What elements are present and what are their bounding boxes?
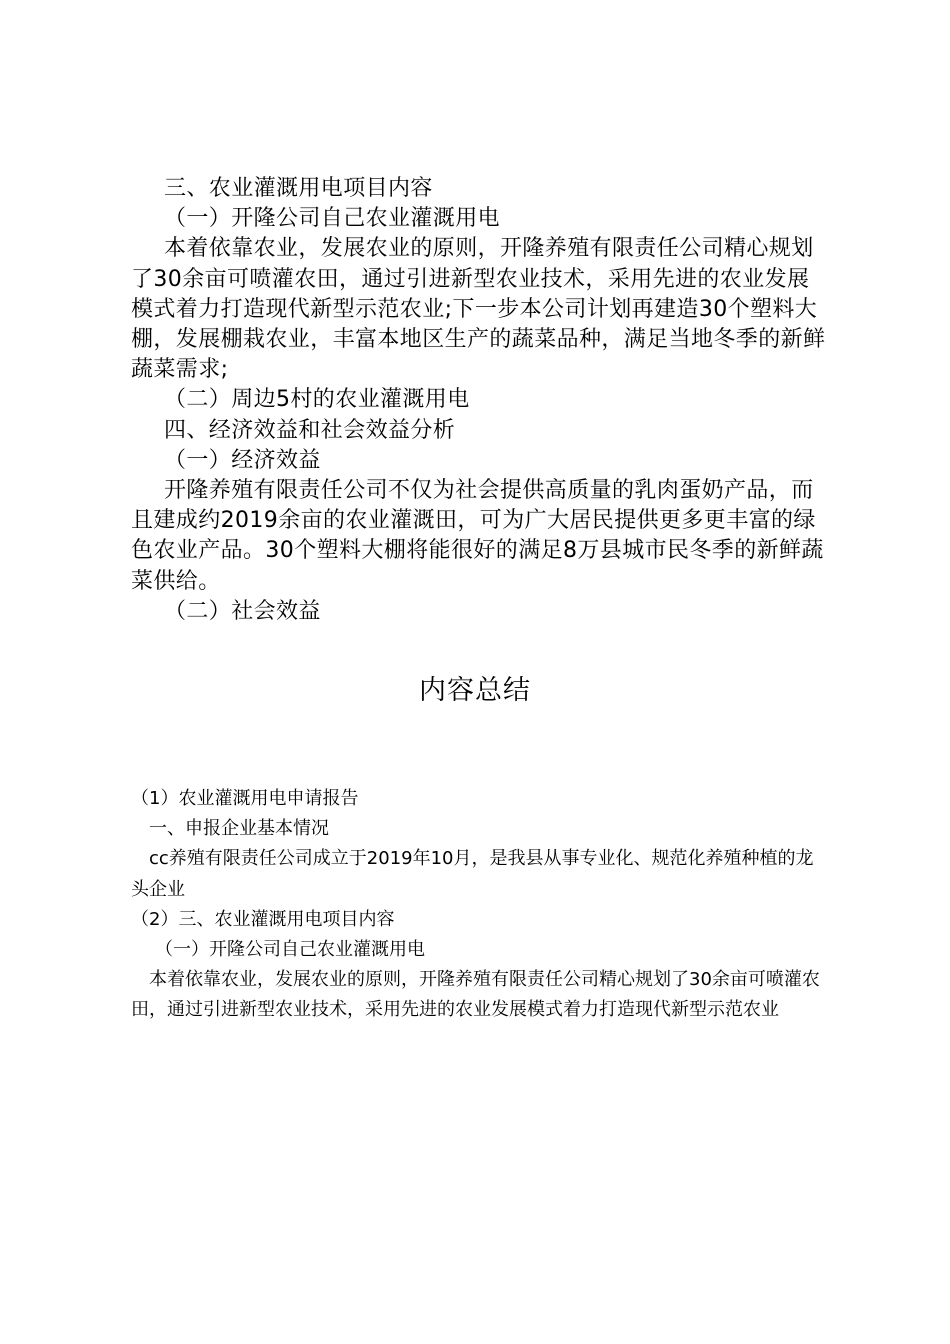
summary-line: （2）三、农业灌溉用电项目内容: [131, 908, 395, 930]
section-heading-4: 四、经济效益和社会效益分析: [164, 417, 456, 443]
summary-line: 本着依靠农业，发展农业的原则，开隆养殖有限责任公司精心规划了30余亩可喷灌农田，通过引进新型农业技术，采用先进的农业发展模式着力打造现代新型示范农业: [131, 969, 820, 1021]
subsection-heading: （一）开隆公司自己农业灌溉用电: [164, 206, 501, 232]
summary-body: [131, 784, 821, 1026]
summary-line: （1）农业灌溉用电申请报告: [131, 788, 359, 809]
subsection-heading: （一）经济效益: [164, 447, 321, 473]
main-body: [131, 174, 831, 627]
summary-title: 内容总结: [419, 675, 531, 706]
summary-line: （一）开隆公司自己农业灌溉用电: [155, 939, 425, 961]
section-heading-3: 三、农业灌溉用电项目内容: [164, 176, 433, 201]
summary-line: 一、申报企业基本情况: [149, 818, 329, 840]
body-paragraph: 开隆养殖有限责任公司不仅为社会提供高质量的乳肉蛋奶产品，而且建成约2019余亩的农业灌溉田，可为广大居民提供更多更丰富的绿色农业产品。30个塑料大棚将能很好的满足8万县城市民冬季的新鲜蔬菜供给。: [131, 478, 824, 594]
body-paragraph: 本着依靠农业，发展农业的原则，开隆养殖有限责任公司精心规划了30余亩可喷灌农田，通过引进新型农业技术，采用先进的农业发展模式着力打造现代新型示范农业;下一步本公司计划再建造30个塑料大棚，发展棚栽农业，丰富本地区生产的蔬菜品种，满足当地冬季的新鲜蔬菜需求;: [131, 236, 826, 383]
subsection-heading: （二）社会效益: [164, 598, 321, 624]
subsection-heading: （二）周边5村的农业灌溉用电: [164, 387, 470, 413]
summary-line: cc养殖有限责任公司成立于2019年10月，是我县从事专业化、规范化养殖种植的龙头企业: [131, 848, 814, 900]
